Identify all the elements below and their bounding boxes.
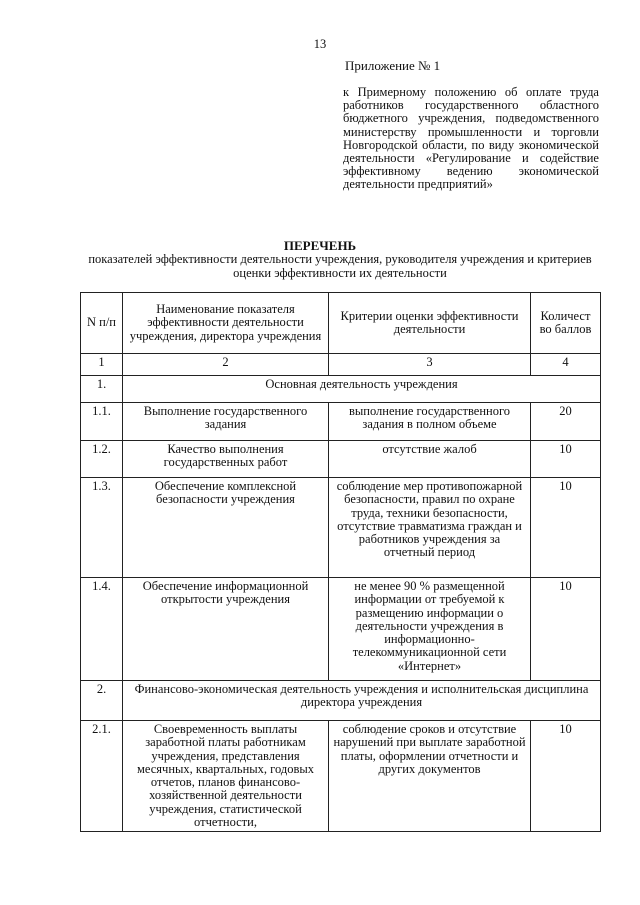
column-index-row xyxy=(81,354,601,376)
indicator-cell: Выполнение государственного задания xyxy=(123,403,329,441)
section-row xyxy=(81,681,601,721)
indicator-cell: Своевременность выплаты заработной платы работникам учреждения, представления месячных, квартальных, годовых отчетов, планов финансово-хозяйственной деятельности учреждения, статистической отчетности, xyxy=(123,721,329,832)
row-number: 1.3. xyxy=(81,478,123,578)
row-number: 1.4. xyxy=(81,578,123,681)
indicator-cell: Обеспечение информационной открытости учреждения xyxy=(123,578,329,681)
criteria-table xyxy=(80,292,601,832)
row-number: 2.1. xyxy=(81,721,123,832)
table-header-row xyxy=(81,293,601,354)
criteria-cell: соблюдение сроков и отсутствие нарушений при выплате заработной платы, оформлении отчетности и других документов xyxy=(329,721,531,832)
table-row xyxy=(81,578,601,681)
header-criteria: Критерии оценки эффективности деятельности xyxy=(329,293,531,354)
column-index: 2 xyxy=(123,354,329,376)
criteria-cell: соблюдение мер противопожарной безопасности, правил по охране труда, техники безопасности, отсутствие травматизма граждан и работников учреждения за отчетный период xyxy=(329,478,531,578)
row-number: 1.2. xyxy=(81,441,123,478)
header-num: N п/п xyxy=(81,293,123,354)
criteria-cell: выполнение государственного задания в полном объеме xyxy=(329,403,531,441)
section-number: 2. xyxy=(81,681,123,721)
points-cell: 10 xyxy=(531,441,601,478)
header-indicator: Наименование показателя эффективности деятельности учреждения, директора учреждения xyxy=(123,293,329,354)
header-points: Количест во баллов xyxy=(531,293,601,354)
criteria-cell: не менее 90 % размещенной информации от требуемой к размещению информации о деятельности учреждения в информационно-телекоммуникационной сети «Интернет» xyxy=(329,578,531,681)
table-row xyxy=(81,441,601,478)
indicator-cell: Обеспечение комплексной безопасности учреждения xyxy=(123,478,329,578)
column-index: 3 xyxy=(329,354,531,376)
row-number: 1.1. xyxy=(81,403,123,441)
indicator-cell: Качество выполнения государственных работ xyxy=(123,441,329,478)
section-row xyxy=(81,376,601,403)
table-row xyxy=(81,403,601,441)
document-title: ПЕРЕЧЕНЬ xyxy=(283,238,357,253)
document-subtitle: показателей эффективности деятельности учреждения, руководителя учреждения и критериев оценки эффективности их деятельности xyxy=(88,252,592,280)
table-row xyxy=(81,721,601,832)
page-number: 13 xyxy=(313,37,327,51)
column-index: 4 xyxy=(531,354,601,376)
table-row xyxy=(81,478,601,578)
points-cell: 10 xyxy=(531,721,601,832)
points-cell: 10 xyxy=(531,478,601,578)
appendix-reference: к Примерному положению об оплате труда работников государственного областного бюджетного учреждения, подведомственного министерству промышленности и торговли Новгородской области, по виду экономической деятельности «Регулирование и содействие эффективному ведению экономической деятельности предприятий» xyxy=(343,85,599,192)
section-title: Основная деятельность учреждения xyxy=(123,376,601,403)
column-index: 1 xyxy=(81,354,123,376)
points-cell: 10 xyxy=(531,578,601,681)
appendix-title: Приложение № 1 xyxy=(345,58,441,73)
section-title: Финансово-экономическая деятельность учреждения и исполнительская дисциплина директора учреждения xyxy=(123,681,601,721)
section-number: 1. xyxy=(81,376,123,403)
points-cell: 20 xyxy=(531,403,601,441)
criteria-cell: отсутствие жалоб xyxy=(329,441,531,478)
